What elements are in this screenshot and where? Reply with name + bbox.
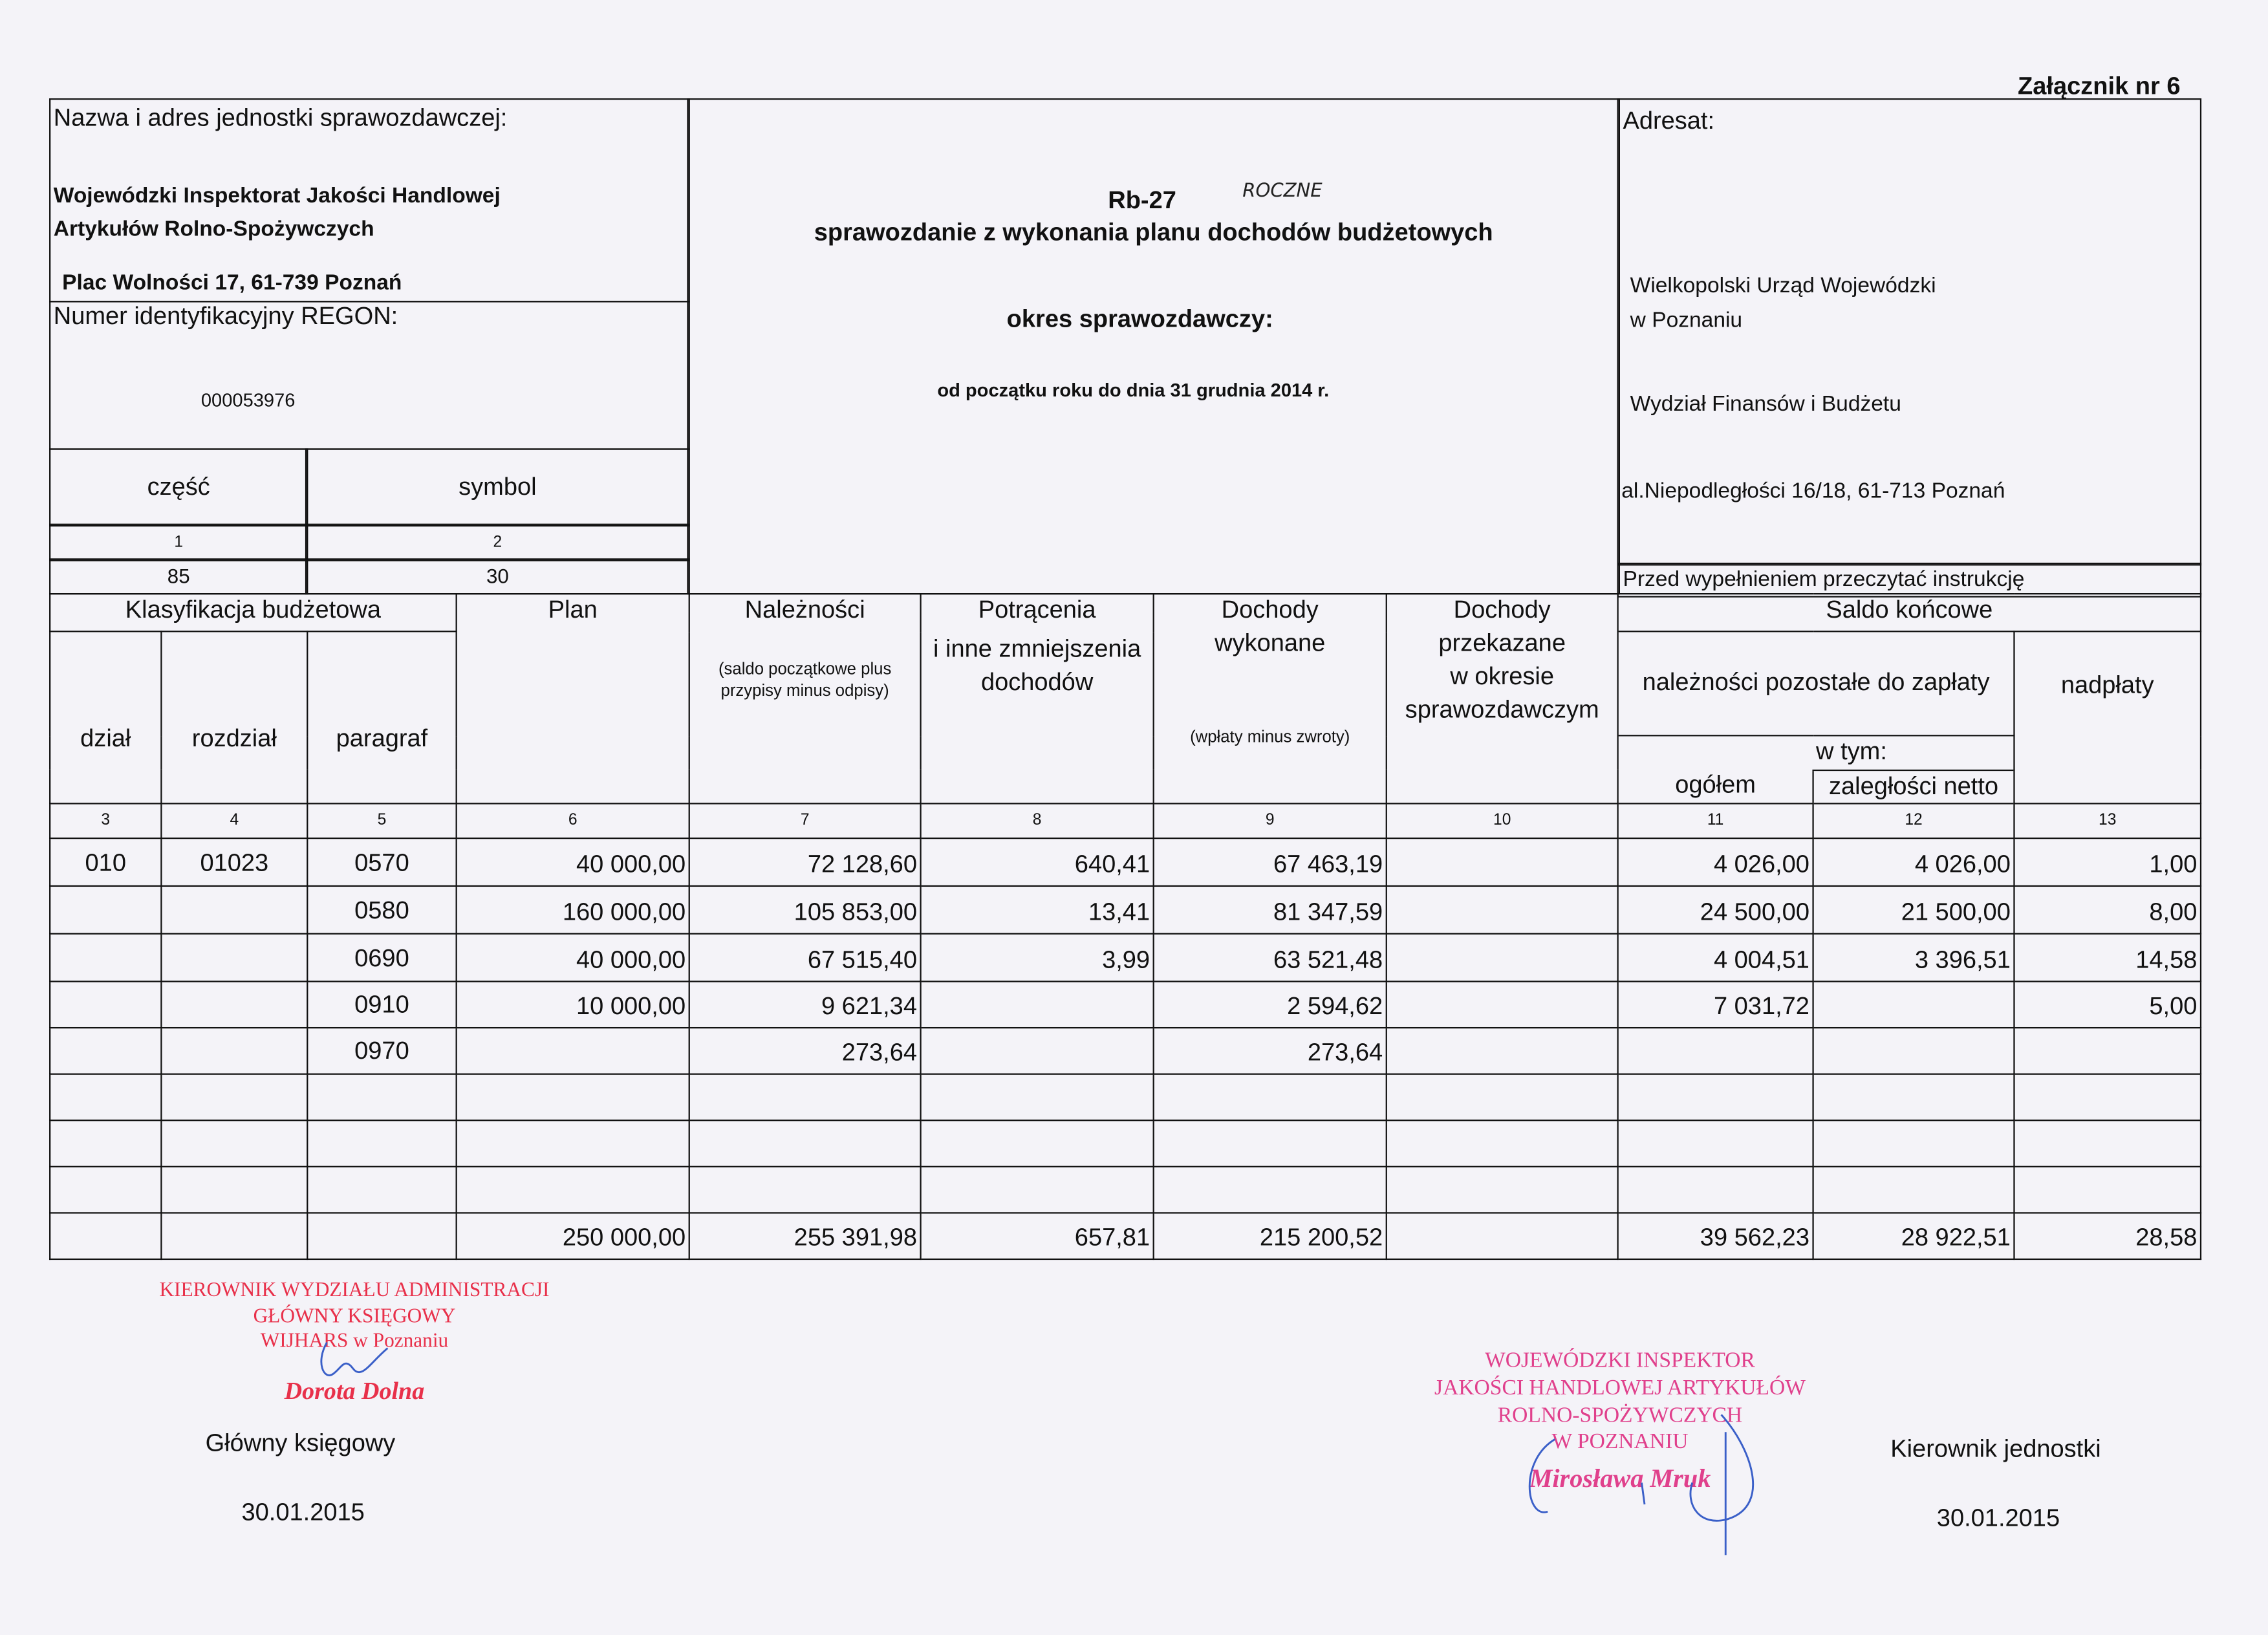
header-plan — [457, 594, 689, 803]
cell-plan: 40 000,00 — [457, 838, 689, 886]
header-dochody-przekazane-line4: sprawozdawczym — [1405, 695, 1599, 723]
addressee-box — [1617, 98, 2202, 565]
cell-naleznosci: 273,64 — [689, 1028, 921, 1074]
cell-potracenia: 657,81 — [921, 1213, 1154, 1259]
symbol-header: symbol — [305, 448, 690, 526]
cell-saldo-ogolem — [1618, 1028, 1813, 1074]
cell-nadplaty: 1,00 — [2014, 838, 2201, 886]
header-nadplaty: nadpłaty — [2014, 631, 2201, 803]
period-value: od początku roku do dnia 31 grudnia 2014 r. — [937, 378, 1330, 401]
cell-nadplaty: 5,00 — [2014, 981, 2201, 1028]
right-stamp-name: Mirosława Mruk — [1529, 1464, 1711, 1493]
cell-dochody-wykonane — [1154, 1074, 1387, 1121]
report-title: sprawozdanie z wykonania planu dochodów budżetowych — [814, 218, 1493, 246]
header-dochody-wykonane — [1154, 594, 1387, 803]
left-handwritten-signature — [301, 1331, 402, 1389]
addressee-line2: w Poznaniu — [1630, 308, 1743, 333]
total-row — [50, 1213, 2201, 1259]
cell-saldo-ogolem — [1618, 1167, 1813, 1213]
czesc-value: 85 — [49, 558, 308, 594]
cell-potracenia — [921, 1074, 1154, 1121]
instruction-note: Przed wypełnieniem przeczytać instrukcję — [1617, 563, 2202, 598]
cell-plan — [457, 1120, 689, 1167]
cell-dochody-przekazane — [1387, 1167, 1618, 1213]
cell-paragraf — [307, 1074, 456, 1121]
cell-dzial — [50, 1074, 161, 1121]
cell-saldo-ogolem: 24 500,00 — [1618, 886, 1813, 934]
header-potracenia-line3: dochodów — [980, 668, 1094, 696]
cell-saldo-zaleglosci — [1813, 1074, 2014, 1121]
cell-plan — [457, 1167, 689, 1213]
cell-paragraf: 0580 — [307, 886, 456, 934]
column-number-11: 11 — [1618, 803, 1813, 838]
cell-dzial — [50, 1120, 161, 1167]
table-row — [50, 838, 2201, 886]
cell-plan: 250 000,00 — [457, 1213, 689, 1259]
addressee-line4: al.Niepodległości 16/18, 61-713 Poznań — [1621, 479, 2005, 504]
cell-dochody-przekazane — [1387, 838, 1618, 886]
column-numbers-row — [50, 803, 2201, 838]
cell-dochody-przekazane — [1387, 1028, 1618, 1074]
header-ogolem: ogółem — [1618, 735, 1813, 803]
table-row — [50, 1120, 2201, 1167]
header-w-tym: w tym: — [1813, 735, 2014, 770]
cell-dzial — [50, 934, 161, 982]
cell-rozdzial — [161, 1074, 307, 1121]
cell-rozdzial — [161, 1028, 307, 1074]
header-naleznosci — [689, 594, 921, 803]
col-number-1: 1 — [49, 524, 308, 561]
table-row — [50, 934, 2201, 982]
attachment-label: Załącznik nr 6 — [2018, 72, 2181, 100]
table-row — [50, 1028, 2201, 1074]
cell-dzial — [50, 981, 161, 1028]
cell-dochody-przekazane — [1387, 1074, 1618, 1121]
cell-saldo-ogolem: 4 004,51 — [1618, 934, 1813, 982]
cell-potracenia: 640,41 — [921, 838, 1154, 886]
period-label: okres sprawozdawczy: — [1006, 305, 1273, 333]
cell-potracenia — [921, 1028, 1154, 1074]
cell-paragraf: 0570 — [307, 838, 456, 886]
cell-potracenia: 13,41 — [921, 886, 1154, 934]
cell-dochody-wykonane: 81 347,59 — [1154, 886, 1387, 934]
cell-saldo-zaleglosci — [1813, 1028, 2014, 1074]
cell-naleznosci: 105 853,00 — [689, 886, 921, 934]
column-number-12: 12 — [1813, 803, 2014, 838]
right-stamp-line3: ROLNO-SPOŻYWCZYCH — [1497, 1403, 1743, 1427]
header-naleznosci-label: Należności — [744, 596, 865, 623]
unit-name-box — [49, 98, 690, 302]
cell-dochody-przekazane — [1387, 934, 1618, 982]
cell-dochody-przekazane — [1387, 1213, 1618, 1259]
header-potracenia — [921, 594, 1154, 803]
cell-dochody-wykonane: 215 200,52 — [1154, 1213, 1387, 1259]
cell-plan — [457, 1028, 689, 1074]
regon-box — [49, 301, 690, 449]
cell-dochody-wykonane: 2 594,62 — [1154, 981, 1387, 1028]
left-stamp-line3: WIJHARS w Poznaniu — [260, 1330, 449, 1353]
cell-paragraf: 0910 — [307, 981, 456, 1028]
regon-label: Numer identyfikacyjny REGON: — [53, 302, 398, 330]
cell-dzial — [50, 1028, 161, 1074]
header-paragraf: paragraf — [307, 631, 456, 803]
cell-saldo-zaleglosci: 21 500,00 — [1813, 886, 2014, 934]
cell-dochody-wykonane — [1154, 1167, 1387, 1213]
column-number-8: 8 — [921, 803, 1154, 838]
handwritten-annotation: ROCZNE — [1242, 180, 1323, 203]
cell-dzial — [50, 1213, 161, 1259]
cell-dochody-wykonane — [1154, 1120, 1387, 1167]
cell-naleznosci: 9 621,34 — [689, 981, 921, 1028]
right-role: Kierownik jednostki — [1890, 1435, 2101, 1463]
cell-paragraf: 0690 — [307, 934, 456, 982]
cell-rozdzial: 01023 — [161, 838, 307, 886]
cell-saldo-ogolem — [1618, 1074, 1813, 1121]
cell-plan: 40 000,00 — [457, 934, 689, 982]
cell-saldo-zaleglosci — [1813, 1120, 2014, 1167]
cell-nadplaty: 28,58 — [2014, 1213, 2201, 1259]
regon-value: 000053976 — [200, 389, 296, 411]
cell-nadplaty: 8,00 — [2014, 886, 2201, 934]
header-potracenia-label: Potrącenia — [978, 596, 1096, 623]
cell-nadplaty — [2014, 1028, 2201, 1074]
cell-rozdzial — [161, 886, 307, 934]
cell-rozdzial — [161, 981, 307, 1028]
right-stamp-line4: W POZNANIU — [1551, 1431, 1689, 1455]
cell-plan — [457, 1074, 689, 1121]
addressee-label: Adresat: — [1623, 107, 1715, 135]
cell-dochody-wykonane: 67 463,19 — [1154, 838, 1387, 886]
column-number-7: 7 — [689, 803, 921, 838]
column-number-3: 3 — [50, 803, 161, 838]
column-number-4: 4 — [161, 803, 307, 838]
cell-nadplaty — [2014, 1167, 2201, 1213]
header-potracenia-line2: i inne zmniejszenia — [933, 634, 1141, 663]
header-dochody-przekazane-line1: Dochody — [1453, 596, 1551, 623]
header-dzial: dział — [50, 631, 161, 803]
budget-table — [49, 593, 2201, 1260]
unit-label: Nazwa i adres jednostki sprawozdawczej: — [53, 104, 508, 132]
cell-naleznosci: 255 391,98 — [689, 1213, 921, 1259]
right-date: 30.01.2015 — [1936, 1504, 2060, 1532]
cell-naleznosci — [689, 1074, 921, 1121]
cell-naleznosci — [689, 1167, 921, 1213]
cell-saldo-zaleglosci: 28 922,51 — [1813, 1213, 2014, 1259]
header-dochody-przekazane — [1387, 594, 1618, 803]
cell-nadplaty: 14,58 — [2014, 934, 2201, 982]
header-dochody-przekazane-line2: przekazane — [1438, 629, 1566, 657]
right-handwritten-signature — [1483, 1403, 1787, 1563]
column-number-9: 9 — [1154, 803, 1387, 838]
header-zaleglosci: zaległości netto — [1813, 770, 2014, 803]
cell-saldo-zaleglosci: 3 396,51 — [1813, 934, 2014, 982]
header-rozdzial: rozdział — [161, 631, 307, 803]
right-stamp-line1: WOJEWÓDZKI INSPEKTOR — [1485, 1349, 1755, 1373]
unit-address: Plac Wolności 17, 61-739 Poznań — [62, 270, 402, 296]
table-row — [50, 1167, 2201, 1213]
cell-saldo-ogolem: 4 026,00 — [1618, 838, 1813, 886]
cell-saldo-ogolem: 39 562,23 — [1618, 1213, 1813, 1259]
cell-rozdzial — [161, 1167, 307, 1213]
left-date: 30.01.2015 — [241, 1499, 365, 1526]
cell-dzial — [50, 1167, 161, 1213]
table-row — [50, 886, 2201, 934]
header-dochody-wykonane-note: (wpłaty minus zwroty) — [1190, 728, 1350, 746]
table-row — [50, 1074, 2201, 1121]
column-number-6: 6 — [457, 803, 689, 838]
cell-saldo-zaleglosci — [1813, 981, 2014, 1028]
cell-dochody-przekazane — [1387, 886, 1618, 934]
column-number-13: 13 — [2014, 803, 2201, 838]
cell-rozdzial — [161, 1213, 307, 1259]
cell-naleznosci: 72 128,60 — [689, 838, 921, 886]
cell-potracenia — [921, 981, 1154, 1028]
cell-dochody-wykonane: 63 521,48 — [1154, 934, 1387, 982]
addressee-line1: Wielkopolski Urząd Wojewódzki — [1630, 273, 1936, 298]
right-stamp-line2: JAKOŚCI HANDLOWEJ ARTYKUŁÓW — [1434, 1376, 1806, 1400]
cell-dochody-przekazane — [1387, 981, 1618, 1028]
unit-name-line1: Wojewódzki Inspektorat Jakości Handlowej — [53, 184, 501, 209]
header-naleznosci-note1: (saldo początkowe plus — [718, 660, 892, 678]
header-plan-label: Plan — [548, 596, 598, 623]
czesc-header: część — [49, 448, 308, 526]
cell-paragraf: 0970 — [307, 1028, 456, 1074]
cell-naleznosci: 67 515,40 — [689, 934, 921, 982]
cell-nadplaty — [2014, 1074, 2201, 1121]
cell-paragraf — [307, 1213, 456, 1259]
cell-naleznosci — [689, 1120, 921, 1167]
header-dochody-wykonane-line2: wykonane — [1215, 629, 1326, 657]
cell-rozdzial — [161, 1120, 307, 1167]
left-stamp-name: Dorota Dolna — [284, 1376, 425, 1404]
cell-potracenia — [921, 1120, 1154, 1167]
report-code: Rb-27 — [1108, 186, 1176, 215]
cell-potracenia: 3,99 — [921, 934, 1154, 982]
cell-dochody-wykonane: 273,64 — [1154, 1028, 1387, 1074]
table-row — [50, 981, 2201, 1028]
column-number-5: 5 — [307, 803, 456, 838]
cell-dochody-przekazane — [1387, 1120, 1618, 1167]
header-saldo: Saldo końcowe — [1618, 594, 2201, 631]
cell-rozdzial — [161, 934, 307, 982]
left-role: Główny księgowy — [205, 1429, 396, 1457]
header-klasyfikacja: Klasyfikacja budżetowa — [50, 594, 456, 631]
col-number-2: 2 — [305, 524, 690, 561]
cell-paragraf — [307, 1167, 456, 1213]
header-dochody-wykonane-line1: Dochody — [1221, 596, 1319, 623]
cell-plan: 160 000,00 — [457, 886, 689, 934]
left-stamp-line1: KIEROWNIK WYDZIAŁU ADMINISTRACJI — [159, 1280, 550, 1302]
symbol-value: 30 — [305, 558, 690, 594]
header-naleznosci-note2: przypisy minus odpisy) — [720, 682, 889, 700]
cell-saldo-zaleglosci — [1813, 1167, 2014, 1213]
cell-nadplaty — [2014, 1120, 2201, 1167]
left-stamp-line2: GŁÓWNY KSIĘGOWY — [253, 1305, 456, 1328]
cell-plan: 10 000,00 — [457, 981, 689, 1028]
addressee-line3: Wydział Finansów i Budżetu — [1630, 392, 1901, 417]
cell-potracenia — [921, 1167, 1154, 1213]
report-title-box — [687, 98, 1620, 594]
cell-saldo-ogolem: 7 031,72 — [1618, 981, 1813, 1028]
cell-paragraf — [307, 1120, 456, 1167]
cell-saldo-zaleglosci: 4 026,00 — [1813, 838, 2014, 886]
column-number-10: 10 — [1387, 803, 1618, 838]
header-nal-pozostale: należności pozostałe do zapłaty — [1618, 631, 2014, 735]
header-dochody-przekazane-line3: w okresie — [1450, 662, 1555, 690]
unit-name-line2: Artykułów Rolno-Spożywczych — [53, 217, 374, 242]
cell-saldo-ogolem — [1618, 1120, 1813, 1167]
cell-dzial: 010 — [50, 838, 161, 886]
cell-dzial — [50, 886, 161, 934]
